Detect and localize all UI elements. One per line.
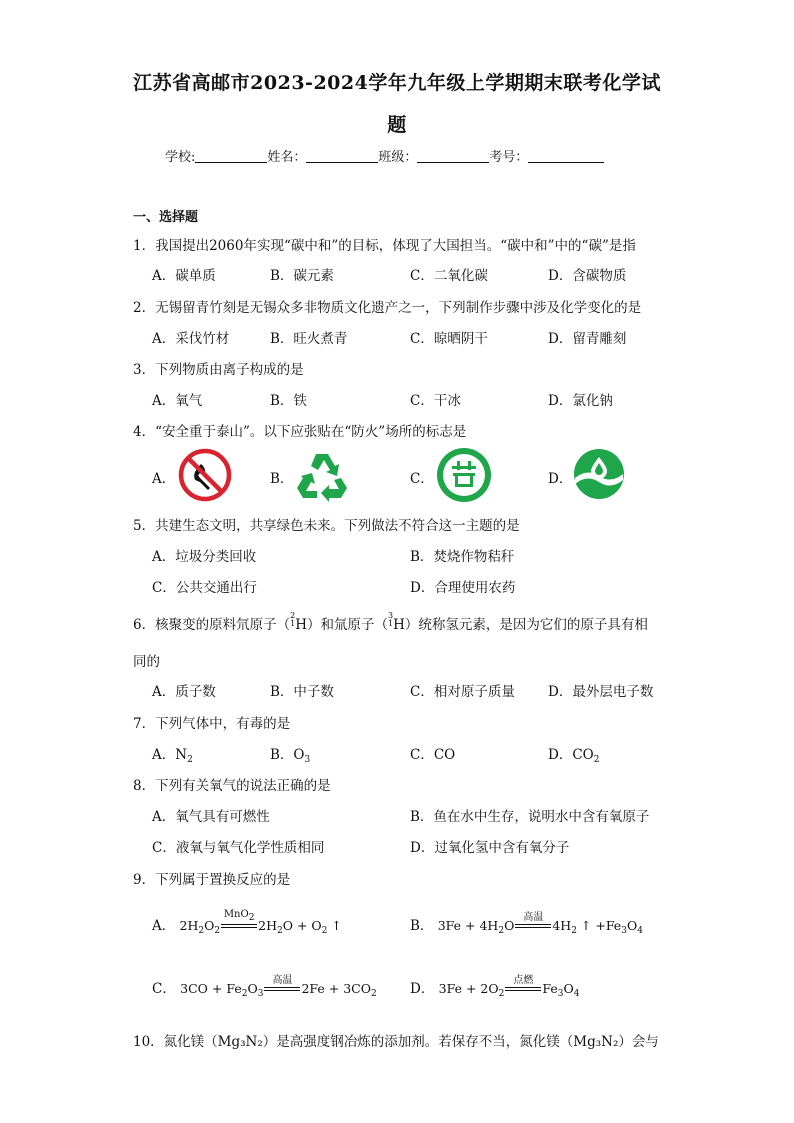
q6-isotope-tritium: 3 1 [387,611,394,628]
q7-option-d[interactable]: D．$CO_2$ [548,747,600,765]
q8-option-a[interactable]: A．氧气具有可燃性 [152,809,270,825]
q1-option-b[interactable]: B．碳元素 [270,268,334,284]
q3-option-b[interactable]: B．铁 [270,393,307,409]
recycle-icon[interactable] [294,448,350,502]
q3-option-d[interactable]: D．氯化钠 [548,393,613,409]
id-label: 考号： [489,150,529,165]
q2-option-d[interactable]: D．留青雕刻 [548,331,627,347]
q3-option-a[interactable]: A．氧气 [152,393,203,409]
page-title: 江苏省高邮市2023-2024学年九年级上学期期末联考化学试 [133,72,661,94]
q6-isotope-deuterium: 2 1 [290,611,296,628]
q5-option-b[interactable]: B．焚烧作物秸秆 [410,549,515,565]
question-8: 8．下列有关氧气的说法正确的是 [133,778,331,794]
q6-option-b[interactable]: B．中子数 [270,684,334,700]
q6-text-part-1: 6．核聚变的原料氘原子（ [133,617,291,633]
class-blank[interactable] [417,149,489,163]
q7-option-b[interactable]: B．$O_3$ [270,747,311,765]
q5-option-a[interactable]: A．垃圾分类回收 [152,549,257,565]
q9-equation-b: $3Fe + 4H_2O$ 高温 $4H_2$ ↑ $+Fe_3O_4$ [437,912,643,936]
q6-option-c[interactable]: C．相对原子质量 [410,684,515,700]
question-6 [133,612,648,633]
q9-equation-a: $2H_2O_2$ MnO$_2$ $2H_2O + O_2$ ↑ [179,909,342,936]
name-label: 姓名： [267,150,307,165]
q9-option-c[interactable]: C． $3CO + Fe_2O_3$ 高温 $2Fe + 3CO_2$ [152,975,377,999]
question-3: 3．下列物质由离子构成的是 [133,362,304,378]
question-4: 4．“安全重于泰山”。以下应张贴在“防火”场所的标志是 [133,424,467,440]
q1-option-a[interactable]: A．碳单质 [152,268,216,284]
page-title-continued: 题 [387,114,407,136]
q1-option-d[interactable]: D．含碳物质 [548,268,627,284]
question-9: 9．下列属于置换反应的是 [133,872,291,888]
q5-option-c[interactable]: C．公共交通出行 [152,580,257,596]
section-heading: 一、选择题 [133,210,199,225]
q3-option-c[interactable]: C．干冰 [410,393,461,409]
q1-option-c[interactable]: C．二氧化碳 [410,268,488,284]
school-label: 学校: [165,150,196,165]
q5-option-d[interactable]: D．合理使用农药 [410,580,516,596]
q7-option-c[interactable]: C．CO [410,747,456,763]
question-1: 1．我国提出2060年实现“碳中和”的目标，体现了大国担当。“碳中和”中的“碳”是指 [133,238,636,254]
q2-option-a[interactable]: A．采伐竹材 [152,331,230,347]
q4-option-c[interactable]: C． [410,471,434,487]
no-open-flame-icon[interactable] [176,448,234,502]
question-2: 2．无锡留青竹刻是无锡众多非物质文化遗产之一，下列制作步骤中涉及化学变化的是 [133,300,642,316]
q4-option-a[interactable]: A． [152,471,176,487]
green-label-icon[interactable] [434,446,494,504]
q6-option-d[interactable]: D．最外层电子数 [548,684,654,700]
q4-option-d[interactable]: D． [548,471,573,487]
q8-option-c[interactable]: C．液氧与氧气化学性质相同 [152,840,325,856]
question-7: 7．下列气体中，有毒的是 [133,716,291,732]
q2-option-c[interactable]: C．晾晒阴干 [410,331,488,347]
q2-option-b[interactable]: B．旺火煮青 [270,331,348,347]
question-5: 5．共建生态文明，共享绿色未来。下列做法不符合这一主题的是 [133,518,520,534]
water-saving-icon[interactable] [572,448,626,500]
school-blank[interactable] [195,149,267,163]
q7-option-a[interactable]: A．$N_2$ [152,747,193,765]
q8-option-b[interactable]: B．鱼在水中生存，说明水中含有氧原子 [410,809,650,825]
q6-option-a[interactable]: A．质子数 [152,684,216,700]
q9-equation-c: $3CO + Fe_2O_3$ 高温 $2Fe + 3CO_2$ [180,975,377,999]
q6-text-part-3: H）统称氢元素，是因为它们的原子具有相 [393,617,648,633]
id-blank[interactable] [528,149,604,163]
student-info-line [165,146,604,165]
q9-equation-d: $3Fe + 2O_2$ 点燃 $Fe_3O_4$ [438,975,580,999]
name-blank[interactable] [306,149,378,163]
class-label: 班级： [378,150,418,165]
q6-text-part-2: H）和氚原子（ [295,617,388,633]
q9-option-d[interactable]: D． $3Fe + 2O_2$ 点燃 $Fe_3O_4$ [410,975,580,999]
q9-option-b[interactable]: B． $3Fe + 4H_2O$ 高温 $4H_2$ ↑ $+Fe_3O_4$ [410,912,643,936]
question-6-continued: 同的 [133,654,160,670]
q8-option-d[interactable]: D．过氧化氢中含有氧分子 [410,840,570,856]
q4-option-b[interactable]: B． [270,471,294,487]
question-10: 10．氮化镁（Mg₃N₂）是高强度钢冶炼的添加剂。若保存不当，氮化镁（Mg₃N₂）会与 [133,1034,659,1050]
q9-option-a[interactable]: A． $2H_2O_2$ MnO$_2$ $2H_2O + O_2$ ↑ [152,909,342,936]
